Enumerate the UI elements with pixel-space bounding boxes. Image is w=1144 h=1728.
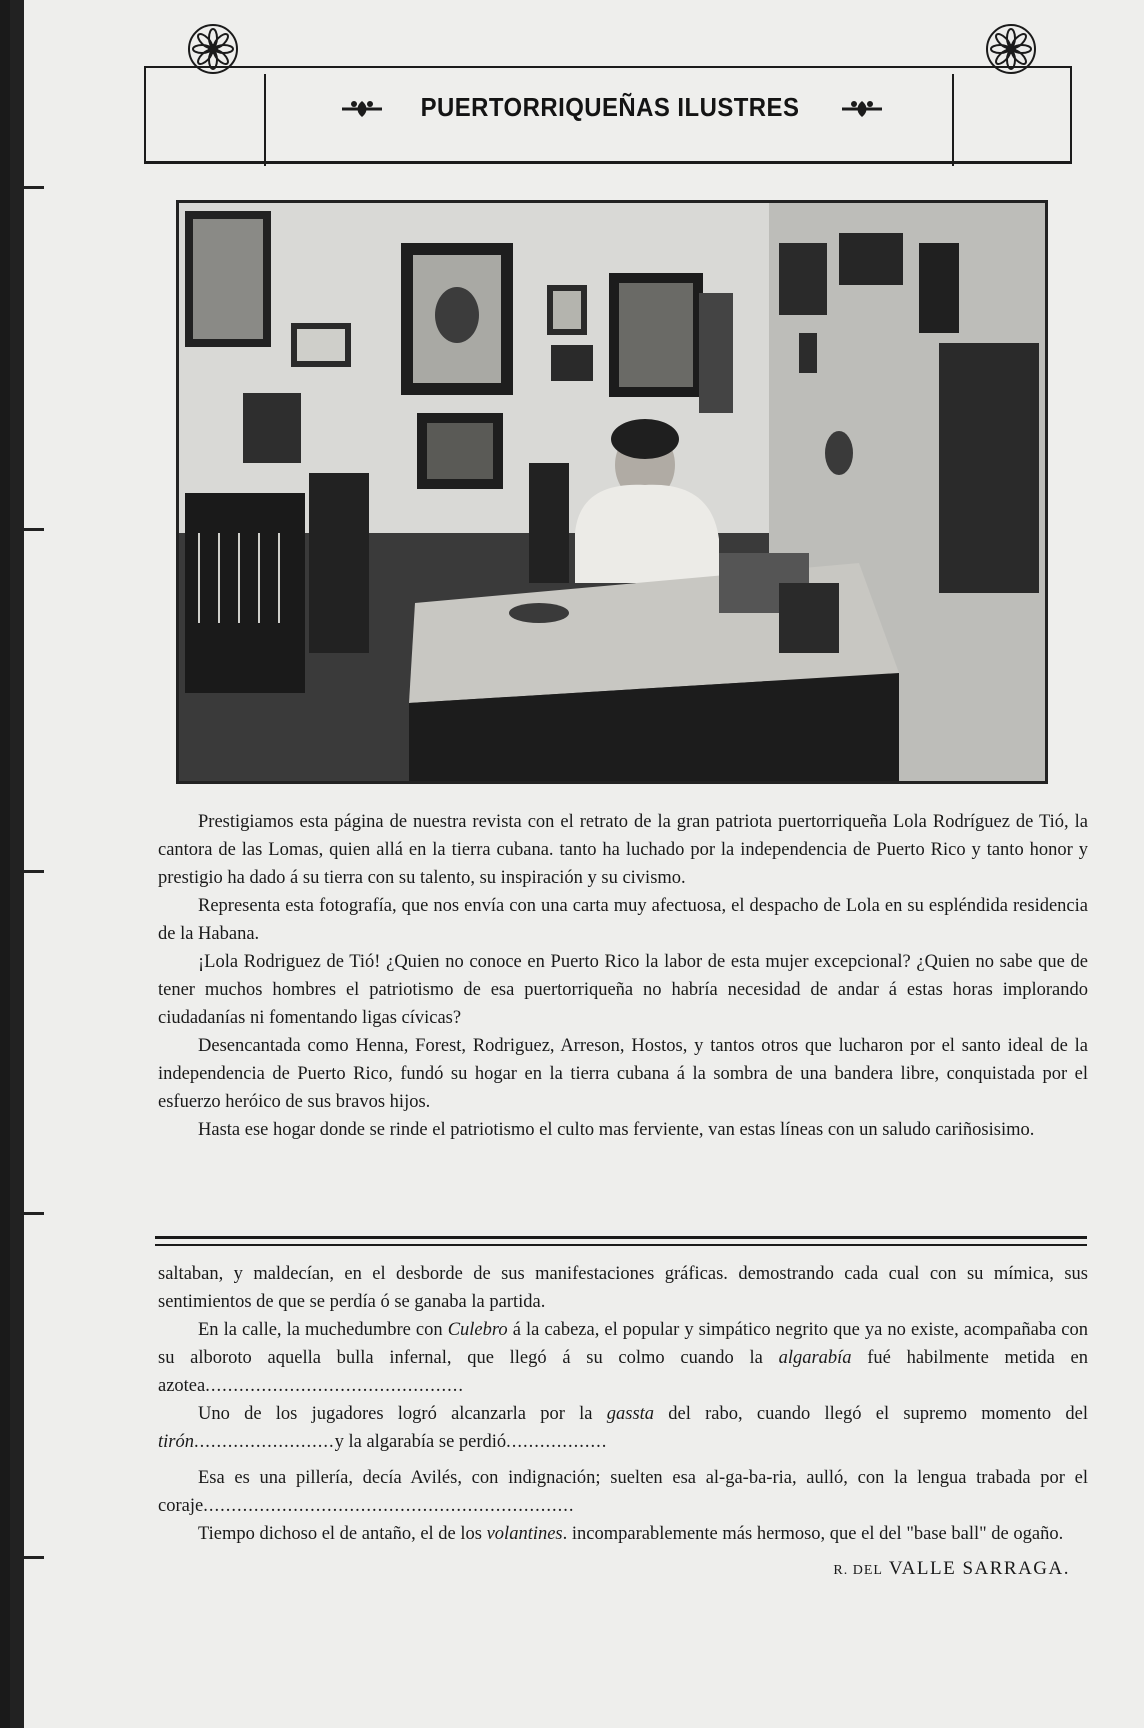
article-paragraph: Prestigiamos esta página de nuestra revista con el retrato de la gran patriota puertorriqueña Lola Rodríguez de Tió, la cantora de las Lomas, quien allá en la tierra cubana. tanto ha luchado por la independencia de Puerto Rico y tanto honor y prestigio ha dado á su tierra con su talento, su inspiración y su civismo. — [158, 812, 1088, 888]
page-binding — [10, 0, 24, 1728]
continued-paragraph: En la calle, la muchedumbre con Culebro á la cabeza, el popular y simpático negrito que ya no existe, acompañaba con su alboroto aquella bulla infernal, que llegó á su colmo cuando la algarabía fué habilmente metida en azotea.............................................. — [158, 1320, 1089, 1396]
article-body — [158, 808, 1088, 1144]
continued-paragraph: Esa es una pillería, decía Avilés, con indignación; suelten esa al-ga-ba-ria, aulló, con la lengua trabada por el coraje.................................................................. — [158, 1468, 1088, 1516]
continued-paragraph: Tiempo dichoso el de antaño, el de los volantines. incomparablemente más hermoso, que el del "base ball" de ogaño. — [198, 1524, 1064, 1544]
fleuron-icon — [840, 98, 884, 120]
article-paragraph: Representa esta fotografía, que nos envía con una carta muy afectuosa, el despacho de Lola en su espléndida residencia de la Habana. — [158, 896, 1088, 944]
double-rule-bottom — [155, 1244, 1087, 1246]
rosette-icon — [984, 22, 1038, 76]
continued-article — [158, 1260, 1088, 1548]
article-paragraph: Desencantada como Henna, Forest, Rodriguez, Arreson, Hostos, y tantos otros que lucharon por el santo ideal de la independencia de Puerto Rico, fundó su hogar en la tierra cubana á la sombra de una bandera libre, conquistada por el esfuerzo heróico de sus bravos hijos. — [158, 1036, 1088, 1112]
continued-paragraph: saltaban, y maldecían, en el desborde de sus manifestaciones gráficas. demostrando cada cual con su mímica, sus sentimientos de que se perdía ó se ganaba la partida. — [158, 1264, 1088, 1312]
continued-paragraph: Uno de los jugadores logró alcanzarla por la gassta del rabo, cuando llegó el supremo momento del tirón.........................y la algarabía se perdió.................. — [158, 1404, 1088, 1452]
article-paragraph: Hasta ese hogar donde se rinde el patriotismo el culto mas ferviente, van estas líneas con un saludo cariñosisimo. — [198, 1120, 1035, 1140]
page-title: PUERTORRIQUEÑAS ILUSTRES — [420, 92, 800, 122]
author-signature: R. DEL VALLE SARRAGA. — [833, 1558, 1070, 1579]
portrait-photograph — [176, 200, 1048, 784]
rosette-icon — [186, 22, 240, 76]
double-rule-top — [155, 1236, 1087, 1239]
article-paragraph: ¡Lola Rodriguez de Tió! ¿Quien no conoce en Puerto Rico la labor de esta mujer excepcional? ¿Quien no sabe que de tener muchos hombres el patriotismo de esa puertorriqueña no habría necesidad de andar á estas horas implorando ciudadanías ni fomentando ligas cívicas? — [158, 952, 1088, 1028]
